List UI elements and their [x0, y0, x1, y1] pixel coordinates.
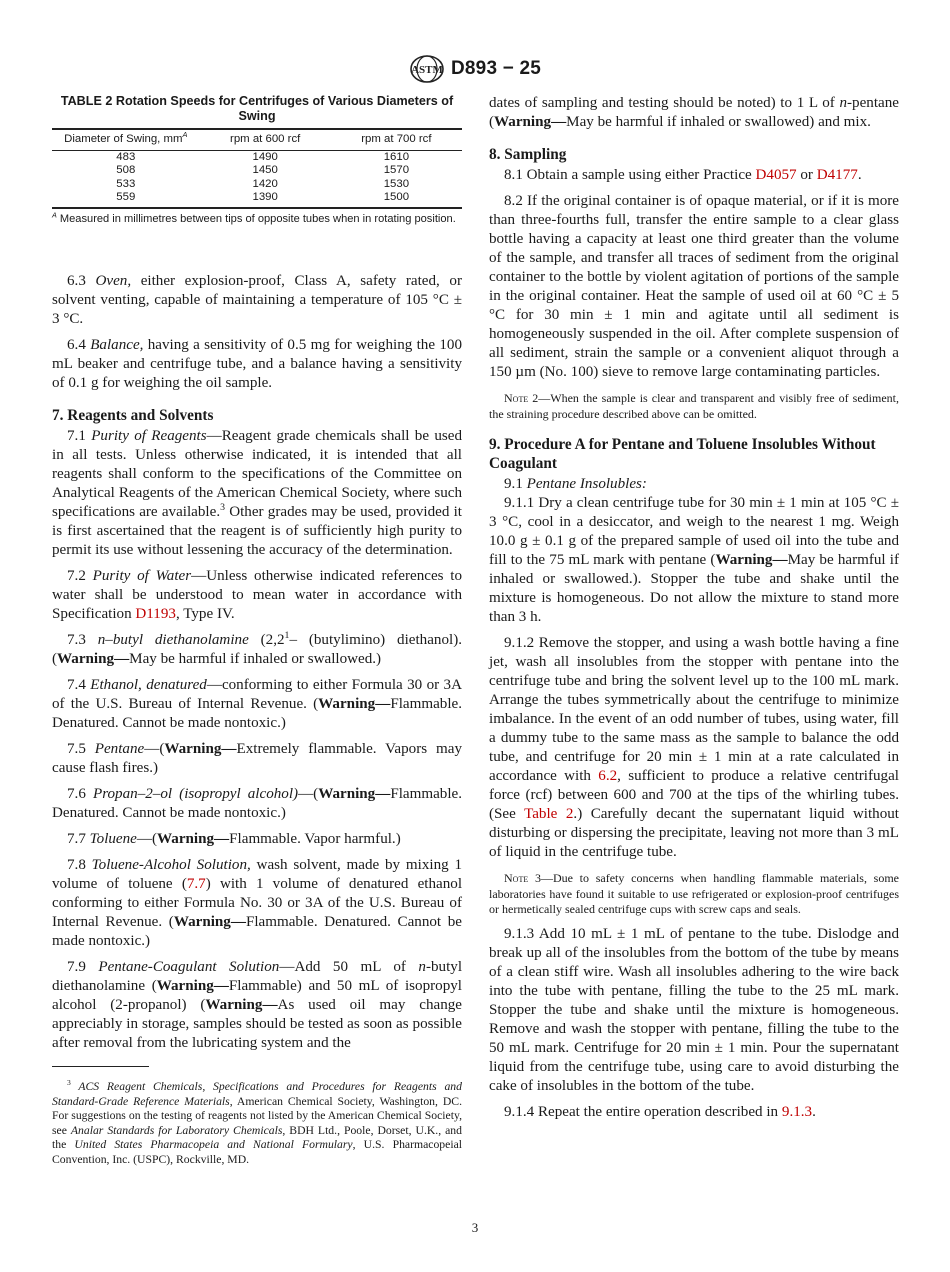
left-column — [52, 94, 462, 1053]
paragraph-7-6: 7.6 Propan–2–ol (isopropyl alcohol)—(Warning—Flammable. Denatured. Cannot be made nontoxic.) — [52, 785, 463, 821]
table-footnote: $^A$ Measured in millimetres between tips of opposite tubes when in rotating position. — [52, 209, 456, 225]
paragraph-7-7: 7.7 Toluene—(Warning—Flammable. Vapor harmful.) — [67, 830, 401, 847]
link-7-7[interactable]: 7.7 — [186, 875, 206, 892]
right-column — [489, 94, 899, 1122]
footnote-ref-3[interactable]: 3 — [220, 501, 225, 513]
astm-logo-icon — [409, 54, 445, 84]
footnote-3: $^3$ ACS Reagent Chemicals, Specifications and Procedures for Reagents and Standard-Grade Reference Materials, American Chemical Society, Washington, DC. For suggestions on the testing of reagents not listed by the American Chemical Society, see Analar Standards for Laboratory Chemicals, BDH Ltd., Poole, Dorset, U.K., and the United States Pharmacopeia and National Formulary, U.S. Pharmacopeial Convention, Inc. (USPC), Rockville, MD. — [52, 1078, 463, 1166]
table-header-row — [52, 129, 462, 150]
table-title: TABLE 2 Rotation Speeds for Centrifuges of Various Diameters of Swing — [60, 94, 454, 123]
link-9-1-3[interactable]: 9.1.3 — [781, 1103, 813, 1120]
paragraph-7-8: 7.8 Toluene-Alcohol Solution, wash solvent, made by mixing 1 volume of toluene (7.7) with 1 volume of denatured ethanol conforming to either Formula No. 30 or 3A of the U.S. Bureau of Internal Revenue. (Warning—Flammable. Denatured. Cannot be made nontoxic.) — [52, 856, 463, 949]
section-heading-8: 8. Sampling — [489, 146, 567, 163]
column-header-diameter: Diameter of Swing, $mm^A$ — [52, 129, 200, 150]
link-6-2[interactable]: 6.2 — [598, 768, 618, 784]
paragraph-9-1-4: 9.1.4 Repeat the entire operation described in 9.1.3. — [504, 1103, 816, 1120]
section-heading-9: 9. Procedure A for Pentane and Toluene Insolubles Without Coagulant — [489, 436, 876, 472]
paragraph-7-3: 7.3 n–butyl diethanolamine ($2,2^1-$ (butylimino) diethanol). (Warning—May be harmful if inhaled or swallowed.) — [52, 629, 462, 667]
paragraph-8-1: 8.1 Obtain a sample using either Practice D4057 or D4177. — [504, 167, 862, 183]
link-d4177[interactable]: D4177 — [816, 167, 858, 183]
paragraph-6-3: 6.3 Oven, either explosion-proof, Class A, safety rated, or solvent venting, capable of maintaining a temperature of 105 °C ± 3 °C. — [52, 272, 463, 327]
table-row: 559 1390 1500 — [52, 191, 462, 208]
paragraph-9-1-3: 9.1.3 Add 10 mL ± 1 mL of pentane to the tube. Dislodge and break up all of the insolubles from the bottom of the tube by means of a clean stiff wire. Wash all insolubles adhering to the wire back into the tube with pentane, filling the tube to the 25 mL mark. Stopper the tube and shake until the mixture is homogeneous. Remove and wash the stopper with pentane, filling the tube to the 50 mL mark. Centrifuge for 20 min ± 1 min. Pour the supernatant liquid from the centrifuge tube, using care to avoid disturbing the cake of insolubles in the bottom of the tube. — [489, 925, 899, 1094]
column-header-rpm-600: rpm at 600 rcf — [200, 129, 331, 150]
column-header-rpm-700: rpm at 700 rcf — [331, 129, 462, 150]
table-row: 483 1490 1610 — [116, 150, 410, 163]
rotation-speeds-table — [52, 128, 462, 209]
paragraph-7-5: 7.5 Pentane—(Warning—Extremely flammable. Vapors may cause flash fires.) — [52, 740, 462, 776]
table-row: 508 1450 1570 — [116, 164, 410, 176]
document-id: D893 − 25 — [450, 58, 541, 79]
page-header — [0, 54, 950, 84]
link-d4057[interactable]: D4057 — [755, 167, 797, 183]
note-2: Note 2—When the sample is clear and transparent and visibly free of sediment, the straining procedure described above can be omitted. — [489, 391, 899, 421]
paragraph-9-1: 9.1 Pentane Insolubles: — [504, 476, 647, 492]
note-3: Note 3—Due to safety concerns when handling flammable materials, some laboratories have found it suitable to use refrigerated or explosion-proof centrifuges or hermetically sealed centrifuge cups with screw caps and seals. — [489, 871, 900, 916]
paragraph-7-9-continued: dates of sampling and testing should be noted) to 1 L of n-pentane (Warning—May be harmful if inhaled or swallowed) and mix. — [489, 95, 899, 130]
paragraph-7-2: 7.2 Purity of Water—Unless otherwise indicated references to water shall be understood to mean water in accordance with Specification D1193, Type IV. — [52, 567, 463, 622]
section-heading-7: 7. Reagents and Solvents — [52, 406, 214, 424]
paragraph-7-9: 7.9 Pentane-Coagulant Solution—Add 50 mL of n-butyl diethanolamine (Warning—Flammable) and 50 mL of isopropyl alcohol (2-propanol) (Warning—As used oil may change appreciably in storage, samples should be tested as soon as possible after removal from the lubricating system and the — [52, 958, 463, 1051]
svg-text:ASTM: ASTM — [411, 64, 443, 76]
page-number: 3 — [471, 1220, 479, 1235]
link-table-2[interactable]: Table 2 — [524, 806, 574, 822]
paragraph-8-2: 8.2 If the original container is of opaque material, or if it is more than three-fourths full, transfer the entire sample to a clear glass bottle having a capacity at least one third greater than the volume of the sample, and transfer all traces of sediment from the original container to the bottle by violent agitation of portions of the sample in the original container. Heat the sample of used oil at 60 °C ± 5 °C for 30 min ± 1 min and agitate until all sediment is homogeneously suspended in the oil. After complete suspension of all sediment, strain the sample or a convenient aliquot through a 150 µm (No. 100) sieve to remove large contaminating particles. — [489, 193, 899, 380]
link-d1193[interactable]: D1193 — [135, 605, 176, 622]
paragraph-9-1-1: 9.1.1 Dry a clean centrifuge tube for 30 min ± 1 min at 105 °C ± 3 °C, cool in a desiccator, and weigh to the nearest 1 mg. Weigh 10.0 g ± 0.1 g of the prepared sample of used oil into the tube and fill to the 75 mL mark with pentane (Warning—May be harmful if inhaled or swallowed.). Stopper the tube and shake until the mixture is homogeneous. Do not allow the mixture to stand more than 3 h. — [489, 495, 899, 625]
footnote-divider — [52, 1066, 149, 1067]
paragraph-9-1-2: 9.1.2 Remove the stopper, and using a wash bottle having a fine jet, wash all insolubles from the stopper with pentane into the centrifuge tube and bring the solvent level up to the 100 mL mark. Arrange the tubes symmetrically about the centrifuge to minimize imbalance. In the event of an odd number of tubes, using water, fill a dummy tube to the same mass as the sample to balance the odd tube, and centrifuge for 20 min ± 1 min at a rate calculated in accordance with 6.2, sufficient to produce a relative centrifugal force (rcf) between 600 and 700 at the tips of the whirling tubes. (See Table 2.) Carefully decant the supernatant liquid without disturbing or dispersing the precipitate, leaving not more than 3 mL of liquid in the centrifuge tube. — [489, 635, 899, 860]
paragraph-7-4: 7.4 Ethanol, denatured—conforming to either Formula 30 or 3A of the U.S. Bureau of Internal Revenue. (Warning—Flammable. Denatured. Cannot be made nontoxic.) — [52, 676, 462, 731]
paragraph-7-1: 7.1 Purity of Reagents—Reagent grade chemicals shall be used in all tests. Unless otherwise indicated, it is intended that all reagents shall conform to the specifications of the Committee on Analytical Reagents of the American Chemical Society, where such specifications are available.$^3$ Other grades may be used, provided it is first ascertained that the reagent is of sufficiently high purity to permit its use without lessening the accuracy of the determination. — [52, 427, 463, 558]
paragraph-6-4: 6.4 Balance, having a sensitivity of 0.5 mg for weighing the 100 mL beaker and centrifuge tube, and a balance having a sensitivity of 0.1 g for weighing the oil sample. — [52, 336, 462, 391]
table-row: 533 1420 1530 — [116, 177, 410, 190]
